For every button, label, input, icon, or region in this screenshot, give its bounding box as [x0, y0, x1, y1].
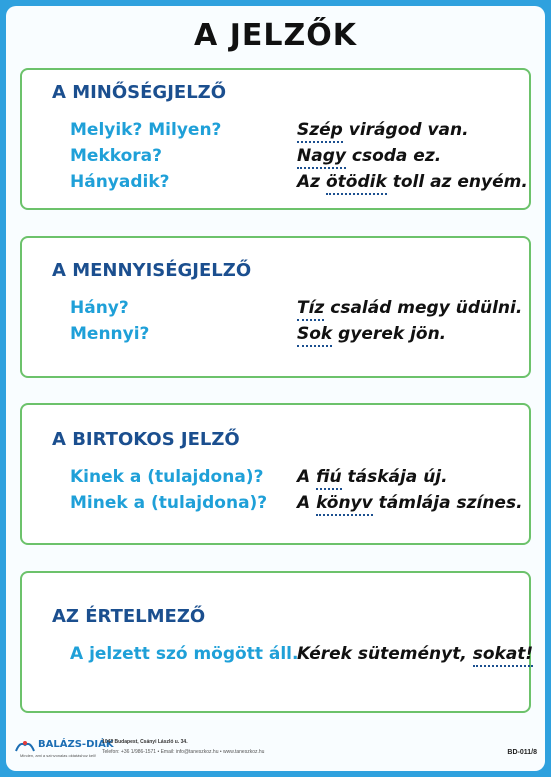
brand-name: BALÁZS-DIÁK [38, 739, 114, 750]
product-code: BD-011/8 [507, 749, 537, 756]
publisher-address: 1043 Budapest, Csányi László u. 34. [102, 739, 188, 745]
highlighted-word: sokat! [473, 644, 533, 667]
example-sentence: Kérek süteményt, sokat! [297, 644, 533, 664]
section-heading: AZ ÉRTELMEZŐ [52, 606, 206, 627]
section-heading: A MINŐSÉGJELZŐ [52, 82, 227, 103]
publisher-contact: Telefon: +36 1/986-1571 • Email: info@taneszkoz.hu • www.taneszkoz.hu [102, 749, 265, 755]
question-text: Mennyi? [70, 324, 150, 344]
section-box-mennyisegjelzo [20, 236, 531, 378]
balazs-diak-logo-icon [14, 739, 36, 753]
question-text: Kinek a (tulajdona)? [70, 467, 264, 487]
question-text: Melyik? Milyen? [70, 120, 222, 140]
section-box-minosegjelzo [20, 68, 531, 210]
example-sentence: Nagy csoda ez. [297, 146, 441, 166]
highlighted-word: Szép [297, 120, 343, 143]
highlighted-word: Nagy [297, 146, 346, 169]
highlighted-word: fiú [316, 467, 341, 490]
section-box-ertelmezo [20, 571, 534, 713]
example-sentence: Tíz család megy üdülni. [297, 298, 522, 318]
poster-footer [0, 735, 551, 771]
section-box-birtokos-jelzo [20, 403, 531, 545]
example-sentence: A könyv támlája színes. [297, 493, 523, 513]
highlighted-word: ötödik [326, 172, 387, 195]
example-sentence: A fiú táskája új. [297, 467, 448, 487]
highlighted-word: Sok [297, 324, 332, 347]
brand-slogan: Minden, ami a színvonalas oktatáshoz kell! [20, 753, 97, 758]
question-text: Minek a (tulajdona)? [70, 493, 268, 513]
question-text: Hányadik? [70, 172, 170, 192]
question-text: Hány? [70, 298, 129, 318]
example-sentence: Sok gyerek jön. [297, 324, 446, 344]
highlighted-word: könyv [316, 493, 373, 516]
question-text: A jelzett szó mögött áll. [70, 644, 299, 664]
section-heading: A BIRTOKOS JELZŐ [52, 429, 240, 450]
example-sentence: Szép virágod van. [297, 120, 469, 140]
section-heading: A MENNYISÉGJELZŐ [52, 260, 252, 281]
example-sentence: Az ötödik toll az enyém. [297, 172, 528, 192]
highlighted-word: Tíz [297, 298, 324, 321]
poster-title: A JELZŐK [194, 18, 357, 53]
question-text: Mekkora? [70, 146, 162, 166]
